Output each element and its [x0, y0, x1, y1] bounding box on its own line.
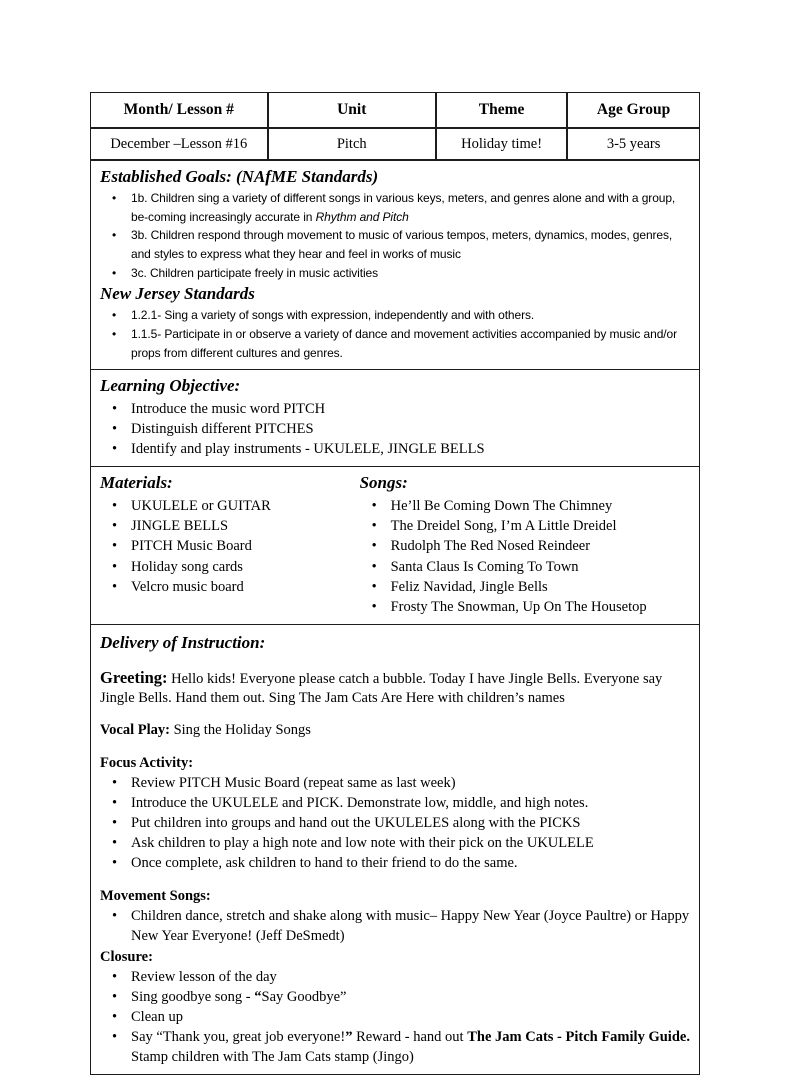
established-goals-heading: Established Goals: (NAfME Standards): [100, 167, 379, 186]
movement-songs-list: [100, 906, 690, 946]
vocal-play-text: Sing the Holiday Songs: [169, 721, 311, 738]
section-delivery-of-instruction: [91, 625, 699, 1074]
bullet-item: • Distinguish different PITCHES: [100, 419, 690, 439]
learning-objective-heading: Learning Objective:: [100, 376, 241, 396]
header-cell-age-group: Age Group: [596, 101, 671, 118]
section-established-goals: [91, 161, 699, 370]
value-cell-unit: Pitch: [269, 129, 437, 159]
value-cell-age-group: 3-5 years: [606, 135, 661, 152]
learning-objective-list: [100, 399, 690, 460]
delivery-heading: Delivery of Instruction:: [100, 633, 266, 653]
vocal-play-label: Vocal Play:: [100, 721, 170, 738]
new-jersey-standards-list: [100, 306, 690, 362]
materials-list: [100, 496, 360, 597]
bullet-item: • Clean up: [100, 1007, 690, 1027]
header-cell-month-lesson: Month/ Lesson #: [91, 93, 269, 127]
bullet-item: [100, 189, 690, 226]
closure-list: [100, 967, 690, 1067]
bullet-item: • 1.1.5- Participate in or observe a variety of dance and movement activities accompanied by music and/or props from different cultures and genres.: [100, 325, 690, 362]
songs-column: [360, 471, 690, 617]
movement-songs-label: Movement Songs:: [100, 888, 211, 905]
header-cell-theme: Theme: [437, 93, 568, 127]
header-cell-unit: Unit: [269, 93, 437, 127]
greeting-label: Greeting:: [100, 667, 168, 687]
bullet-item: • Review PITCH Music Board (repeat same as last week): [100, 773, 690, 793]
new-jersey-standards-heading: New Jersey Standards: [100, 284, 255, 304]
value-cell-theme: Holiday time!: [437, 129, 568, 159]
materials-heading: Materials:: [100, 473, 173, 493]
bullet-item: • 3b. Children respond through movement to music of various tempos, meters, dynamics, modes, genres, and styles to express what they hear and feel in works of music: [100, 226, 690, 263]
closure-stamp-text: Stamp children with The Jam Cats stamp (Jingo): [131, 1049, 414, 1066]
closure-thanks-text: Say “Thank you, great job everyone!: [131, 1029, 346, 1046]
bullet-item: • 1.2.1- Sing a variety of songs with expression, independently and with others.: [100, 306, 690, 325]
bullet-item: • Introduce the music word PITCH: [100, 399, 690, 419]
nafme-bullet-1b-text: 1b. Children sing a variety of different songs in various keys, meters, and genres alone and with a group, be-coming increasingly accurate in: [131, 191, 676, 224]
closure-thanks-bold-quote: ”: [345, 1029, 353, 1046]
bullet-item: • Once complete, ask children to hand to their friend to do the same.: [100, 853, 690, 873]
lesson-info-value-row: [91, 129, 699, 161]
bullet-item: • Identify and play instruments - UKULELE, JINGLE BELLS: [100, 439, 690, 459]
closure-goodbye-rest: Say Goodbye”: [261, 989, 347, 1006]
vocal-play-paragraph: [100, 721, 690, 740]
lesson-plan-table: [90, 92, 700, 1075]
value-cell-month-lesson: December –Lesson #16: [91, 129, 269, 159]
bullet-item: • Santa Claus Is Coming To Town: [360, 557, 690, 577]
focus-activity-list: [100, 773, 690, 873]
focus-activity-label: Focus Activity:: [100, 755, 194, 772]
bullet-item: • Frosty The Snowman, Up On The Housetop: [360, 597, 690, 617]
closure-reward-text: Reward - hand out: [352, 1029, 468, 1046]
bullet-item: • He’ll Be Coming Down The Chimney: [360, 496, 690, 516]
bullet-item: • Holiday song cards: [100, 557, 360, 577]
nafme-standards-list: [100, 189, 690, 282]
bullet-item: • Feliz Navidad, Jingle Bells: [360, 577, 690, 597]
bullet-item: • JINGLE BELLS: [100, 516, 360, 536]
greeting-text: Hello kids! Everyone please catch a bubble. Today I have Jingle Bells. Everyone say Jingle Bells. Hand them out. Sing The Jam Cats Are Here with children’s names: [100, 670, 663, 706]
songs-list: [360, 496, 690, 618]
bullet-item: [100, 1027, 690, 1067]
songs-heading: Songs:: [359, 473, 408, 493]
section-learning-objective: [91, 370, 699, 467]
lesson-info-header-row: [91, 92, 699, 129]
bullet-item: • 3c. Children participate freely in music activities: [100, 264, 690, 283]
materials-column: [100, 471, 360, 617]
bullet-item: • The Dreidel Song, I’m A Little Dreidel: [360, 516, 690, 536]
closure-label: Closure:: [100, 949, 153, 966]
section-materials-songs: [91, 467, 699, 625]
greeting-paragraph: [100, 667, 690, 708]
closure-jam-cats-guide-bold: The Jam Cats - Pitch Family Guide.: [467, 1029, 690, 1046]
bullet-item: • Velcro music board: [100, 577, 360, 597]
nafme-bullet-1b-italic: Rhythm and Pitch: [315, 209, 409, 224]
bullet-item: • Review lesson of the day: [100, 967, 690, 987]
bullet-item: • Ask children to play a high note and low note with their pick on the UKULELE: [100, 833, 690, 853]
bullet-item: [100, 987, 690, 1007]
bullet-item: • Children dance, stretch and shake along with music– Happy New Year (Joyce Paultre) or Happy New Year Everyone! (Jeff DeSmedt): [100, 906, 690, 946]
bullet-item: • PITCH Music Board: [100, 536, 360, 556]
closure-goodbye-bold-quote: “: [254, 989, 262, 1006]
closure-goodbye-text: Sing goodbye song -: [131, 989, 255, 1006]
bullet-item: • UKULELE or GUITAR: [100, 496, 360, 516]
bullet-item: • Introduce the UKULELE and PICK. Demonstrate low, middle, and high notes.: [100, 793, 690, 813]
bullet-item: • Rudolph The Red Nosed Reindeer: [360, 536, 690, 556]
bullet-item: • Put children into groups and hand out the UKULELES along with the PICKS: [100, 813, 690, 833]
